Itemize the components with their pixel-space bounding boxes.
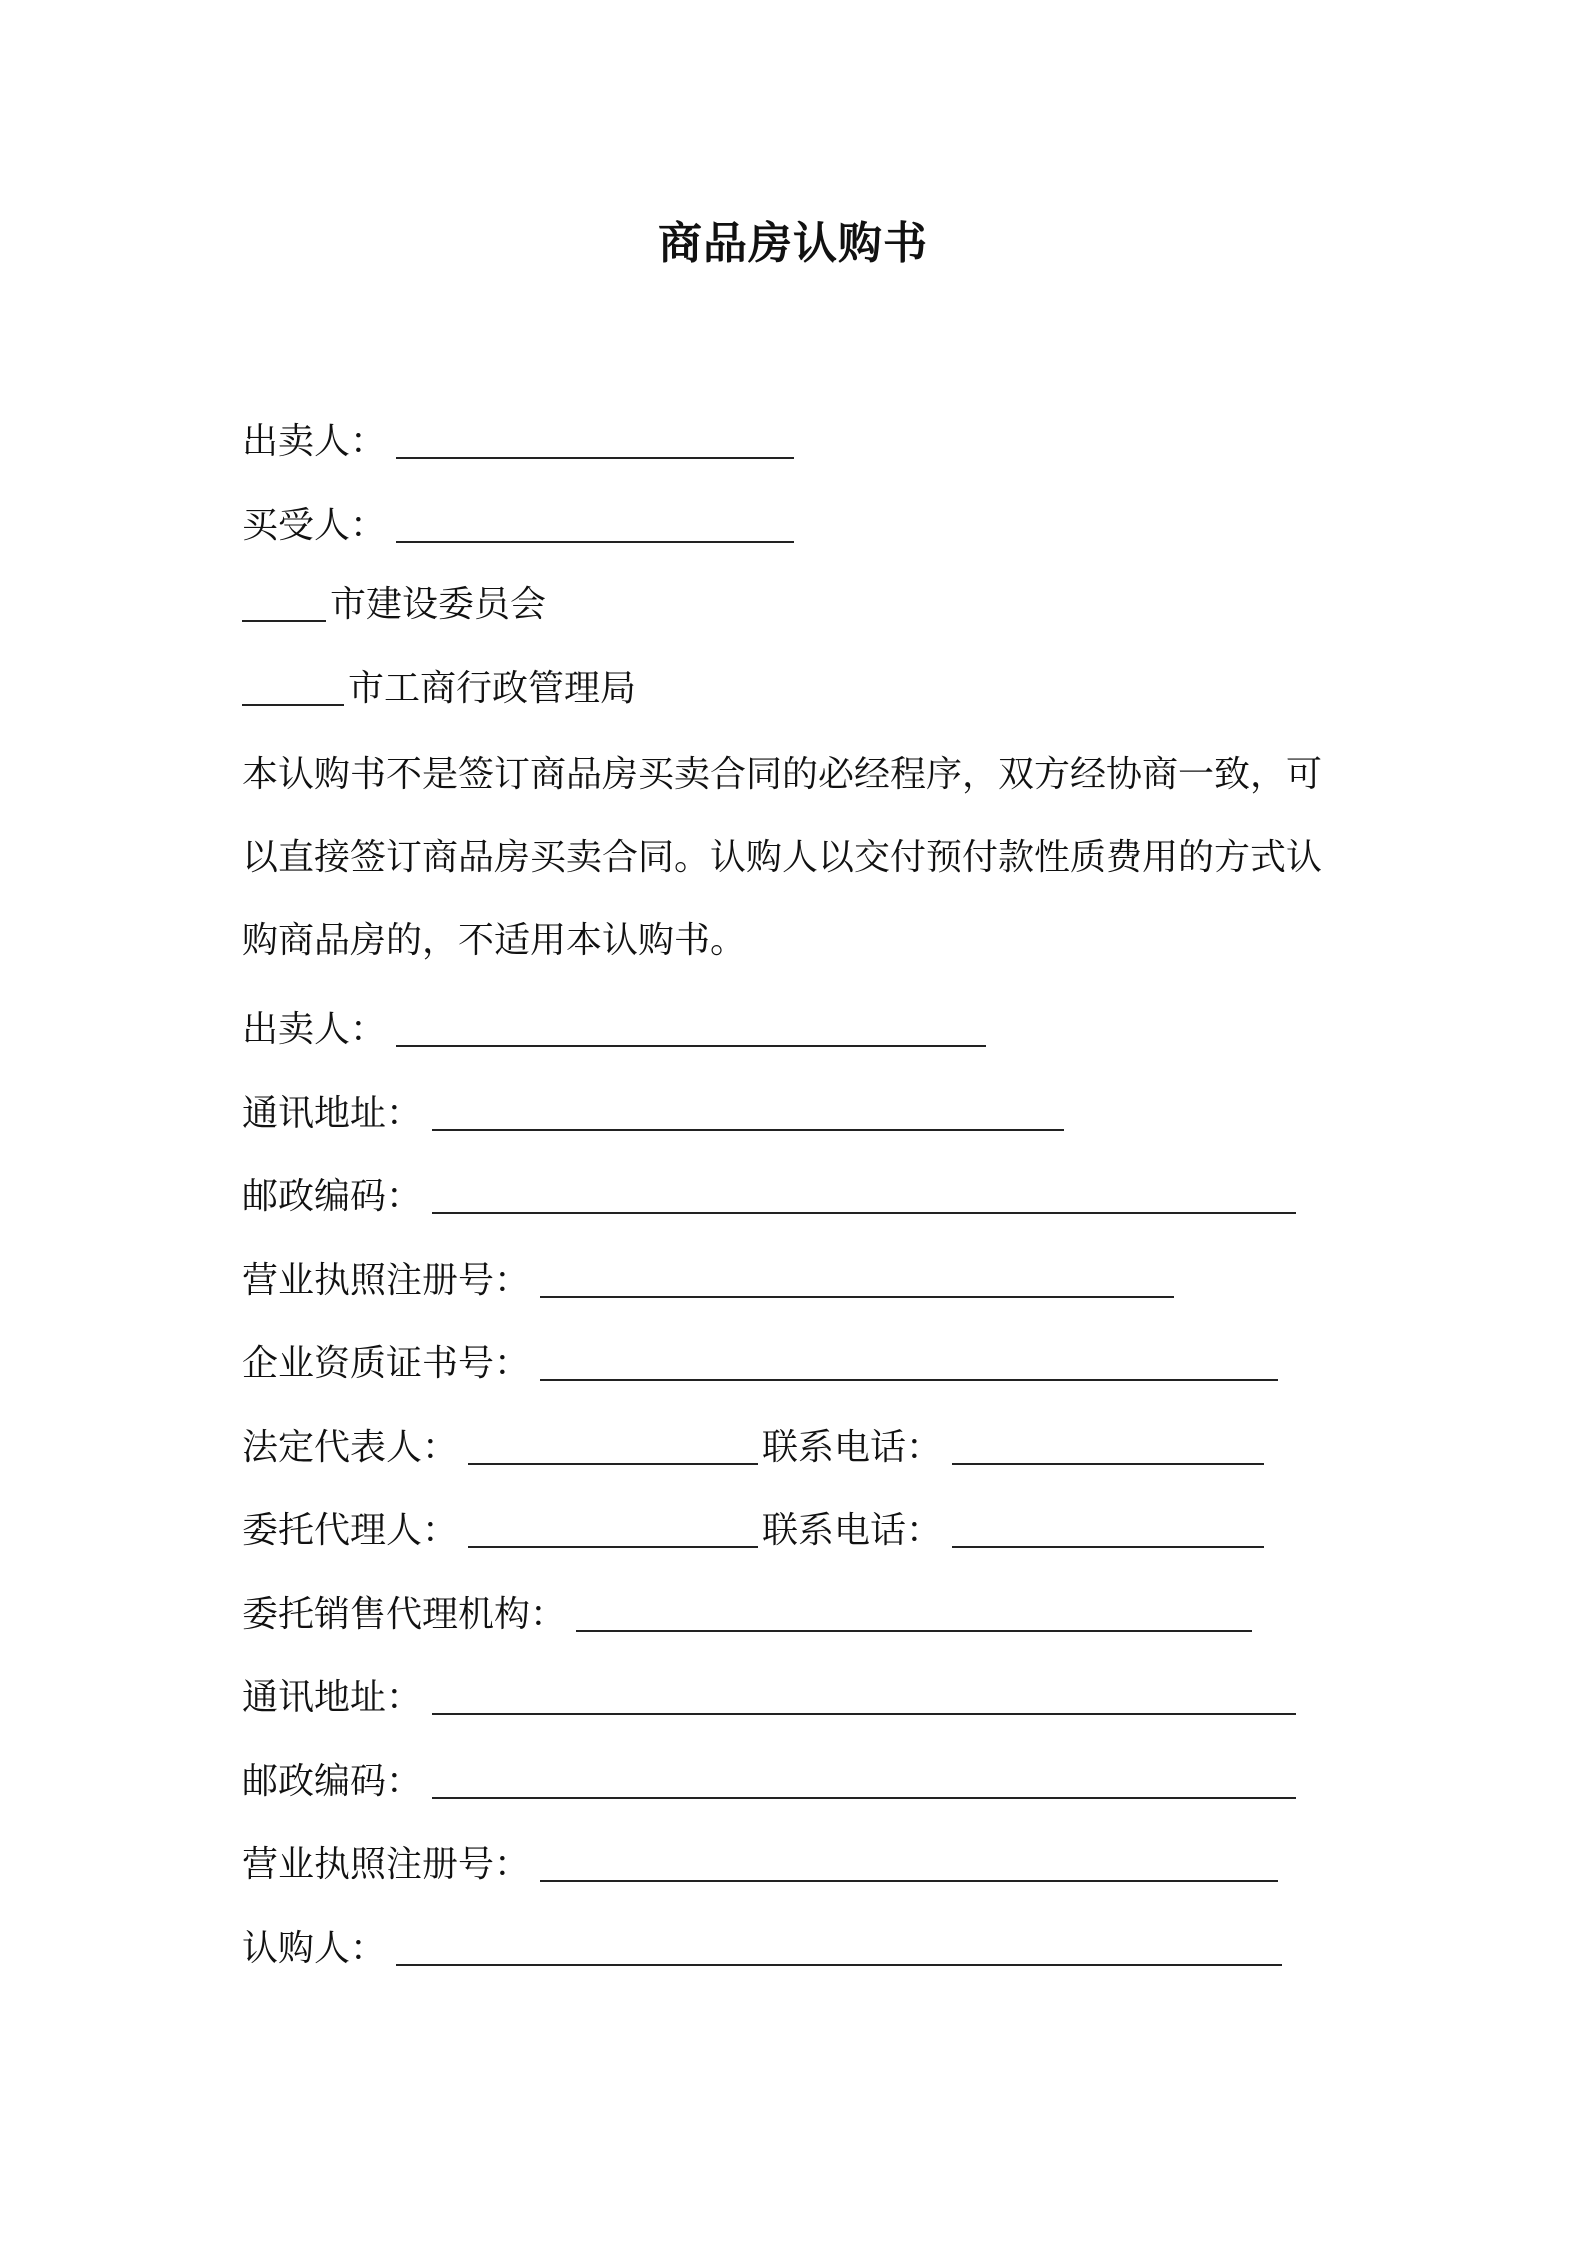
intro-line-2: 以直接签订商品房买卖合同。认购人以交付预付款性质费用的方式认 xyxy=(242,837,1323,878)
seller-header-label: 出卖人： xyxy=(242,421,387,462)
intro-paragraph xyxy=(242,733,1358,982)
address-label-2: 通讯地址： xyxy=(242,1677,423,1718)
address-label-1: 通讯地址： xyxy=(242,1093,423,1134)
seller-label: 出卖人： xyxy=(242,1009,387,1050)
agent-label: 委托代理人： xyxy=(242,1510,459,1551)
postcode-blank-1[interactable] xyxy=(432,1212,1296,1214)
agent-field xyxy=(242,1506,1264,1556)
agent-blank[interactable] xyxy=(468,1546,758,1548)
legal-rep-field xyxy=(242,1423,1264,1473)
license-label-2: 营业执照注册号： xyxy=(242,1844,531,1885)
license-field-2 xyxy=(242,1840,1278,1890)
intro-line-3: 购商品房的，不适用本认购书。 xyxy=(242,920,747,961)
license-field-1 xyxy=(242,1256,1174,1306)
qualification-field xyxy=(242,1339,1278,1389)
commerce-bureau-label: 市工商行政管理局 xyxy=(348,668,637,709)
city-blank-1[interactable] xyxy=(242,620,326,622)
qualification-label: 企业资质证书号： xyxy=(242,1343,531,1384)
buyer-header-blank[interactable] xyxy=(396,541,794,543)
subscriber-field xyxy=(242,1924,1282,1974)
phone-label-1: 联系电话： xyxy=(762,1427,943,1468)
legal-rep-blank[interactable] xyxy=(468,1463,758,1465)
legal-rep-label: 法定代表人： xyxy=(242,1427,459,1468)
seller-blank[interactable] xyxy=(396,1045,986,1047)
postcode-label-2: 邮政编码： xyxy=(242,1761,423,1802)
phone-blank-2[interactable] xyxy=(952,1546,1264,1548)
seller-field xyxy=(242,1005,986,1055)
phone-blank-1[interactable] xyxy=(952,1463,1264,1465)
seller-header-line xyxy=(242,417,794,467)
seller-header-blank[interactable] xyxy=(396,457,794,459)
postcode-blank-2[interactable] xyxy=(432,1797,1296,1799)
sales-agency-blank[interactable] xyxy=(576,1630,1252,1632)
sales-agency-field xyxy=(242,1590,1252,1640)
commerce-bureau-line xyxy=(242,664,636,714)
intro-line-1: 本认购书不是签订商品房买卖合同的必经程序，双方经协商一致，可 xyxy=(242,754,1323,795)
construction-committee-label: 市建设委员会 xyxy=(330,584,547,625)
postcode-label-1: 邮政编码： xyxy=(242,1176,423,1217)
license-blank-2[interactable] xyxy=(540,1880,1278,1882)
license-label-1: 营业执照注册号： xyxy=(242,1260,531,1301)
buyer-header-label: 买受人： xyxy=(242,505,387,546)
address-field-2 xyxy=(242,1673,1296,1723)
construction-committee-line xyxy=(242,580,546,630)
address-field-1 xyxy=(242,1089,1064,1139)
subscriber-label: 认购人： xyxy=(242,1928,387,1969)
sales-agency-label: 委托销售代理机构： xyxy=(242,1594,567,1635)
address-blank-2[interactable] xyxy=(432,1713,1296,1715)
document-title: 商品房认购书 xyxy=(658,218,928,269)
address-blank-1[interactable] xyxy=(432,1129,1064,1131)
buyer-header-line xyxy=(242,501,794,551)
postcode-field-2 xyxy=(242,1757,1296,1807)
qualification-blank[interactable] xyxy=(540,1379,1278,1381)
phone-label-2: 联系电话： xyxy=(762,1510,943,1551)
subscriber-blank[interactable] xyxy=(396,1964,1282,1966)
city-blank-2[interactable] xyxy=(242,704,344,706)
license-blank-1[interactable] xyxy=(540,1296,1174,1298)
postcode-field-1 xyxy=(242,1172,1296,1222)
